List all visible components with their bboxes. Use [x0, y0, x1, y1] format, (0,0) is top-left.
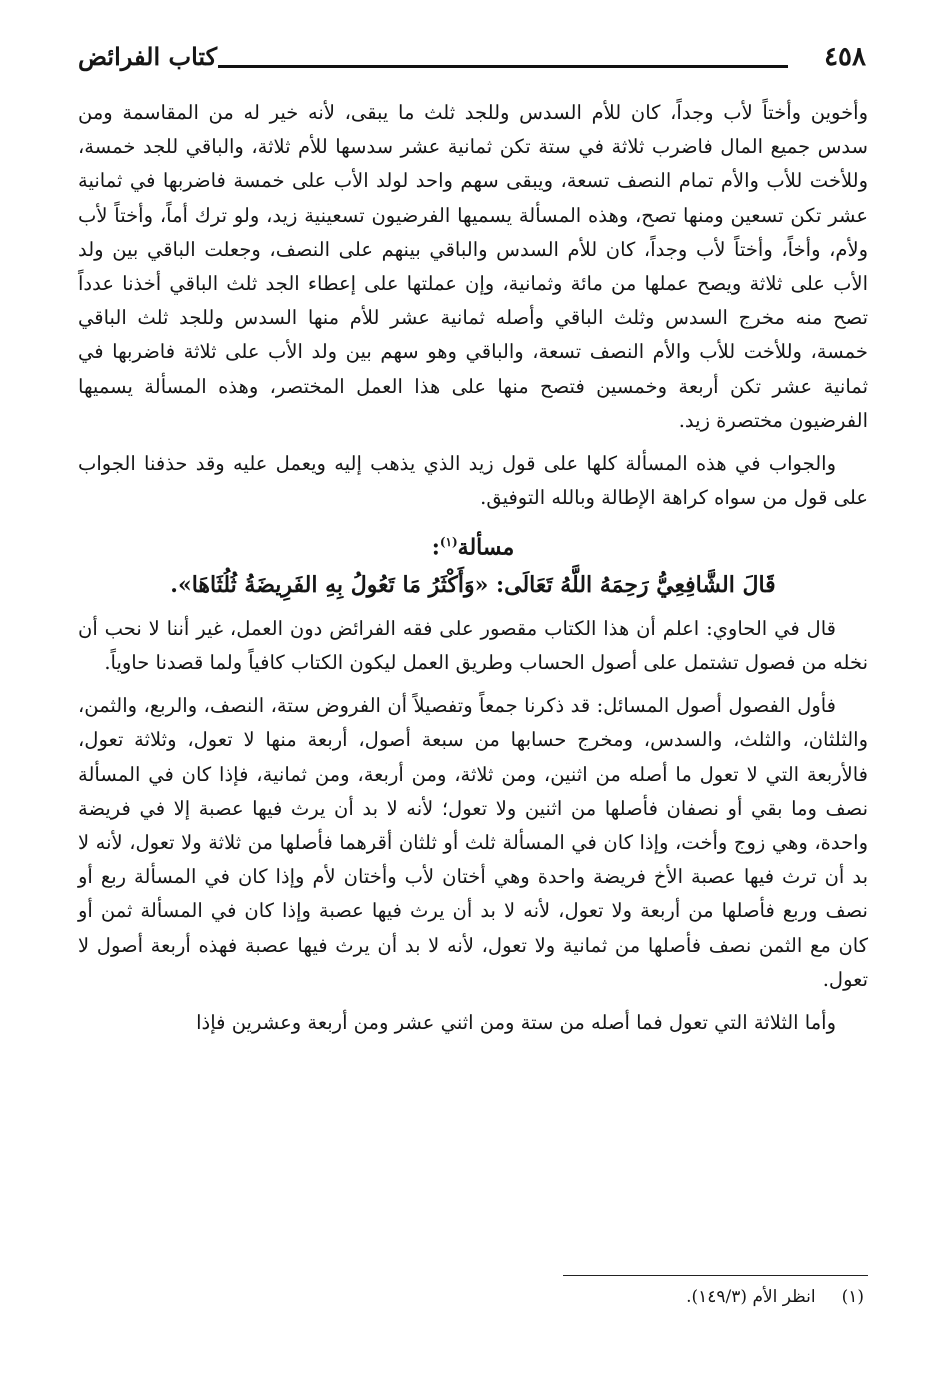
paragraph: قال في الحاوي: اعلم أن هذا الكتاب مقصور على فقه الفرائض دون العمل، غير أننا لا نحب أن نخله من فصول تشتمل على أصول الحساب وطريق العمل ليكون الكتاب كافياً ولما قصدنا حاوياً. — [78, 616, 868, 674]
footnote-marker: (١) — [439, 535, 458, 550]
section-heading — [78, 524, 868, 565]
paragraph: فأول الفصول أصول المسائل: قد ذكرنا جمعاً وتفصيلاً أن الفروض ستة، النصف، والربع، والثمن، والثلثان، والثلث، والسدس، ومخرج حسابها من سبعة أصول، أربعة منها لا تعول، وثلاثة تعول، فالأربعة التي لا تعول ما أصله من اثنين، ومن ثلاثة، ومن أربعة، ومن ثمانية، فإذا كان في المسألة نصف وما بقي أو نصفان فأصلها من اثنين ولا تعول؛ لأنه لا بد أن يرث فيها عصبة إلا في فريضة واحدة، وهي زوج وأخت، وإذا كان في المسألة ثلث أو ثلثان أقرهما فأصلها من ثلاثة ولا تعول، لأنه لا بد أن ترث فيها عصبة الأخ فريضة واحدة وهي أختان لأب وأختان لأم وإذا كان في المسألة ربع أو نصف وربع فأصلها من أربعة ولا تعول، لأنه لا بد أن يرث فيها عصبة وإذا كان في المسألة ثمن أو كان مع الثمن نصف فأصلها من ثمانية ولا تعول، لأنه لا بد أن يرث فيها عصبة فهذه أربعة أصول لا تعول. — [78, 694, 868, 991]
paragraph: والجواب في هذه المسألة كلها على قول زيد الذي يذهب إليه ويعمل عليه وقد حذفنا الجواب على قول من سواه كراهة الإطالة وبالله التوفيق. — [78, 452, 868, 510]
header-rule — [218, 65, 788, 68]
footnote-text: انظر الأم (١٤٩/٣). — [686, 1287, 816, 1307]
main-text — [78, 96, 868, 1049]
page-number: ٤٥٨ — [824, 42, 866, 72]
footnote-rule — [563, 1275, 868, 1276]
paragraph: وأما الثلاثة التي تعول فما أصله من ستة ومن اثني عشر ومن أربعة وعشرين فإذا — [196, 1011, 836, 1034]
shafii-quote: قَالَ الشَّافِعِيُّ رَحِمَهُ اللَّهُ تَعَالَى: «وَأَكْثَرُ مَا تَعُولُ بِهِ الفَرِيضَةُ ثُلُثَاهَا». — [170, 571, 776, 598]
section-heading-text: مسألة — [457, 534, 515, 561]
footnote-number: (١) — [841, 1287, 864, 1307]
page-header — [78, 40, 866, 86]
footnote — [686, 1284, 864, 1310]
paragraph-continued: وأخوين وأختاً لأب وجداً، كان للأم السدس وللجد ثلث ما يبقى، لأنه خير له من المقاسمة ومن سدس جميع المال فاضرب ثلاثة في ستة تكن ثمانية عشر سدسها للأم ثلاثة، والباقي للجد خمسة، وللأخت للأب والأم تمام النصف تسعة، ويبقى سهم واحد لولد الأب على خمسة فاضربها في ثمانية عشر تكن تسعين ومنها تصح، وهذه المسألة يسميها الفرضيون تسعينية زيد، ولو ترك أماً، وأختاً لأب ولأم، وأخاً، وأختاً لأب وجداً، كان للأم السدس والباقي بينهم على النصف، وجعلت الباقي بين ولد الأب على ثلاثة ويصح عملها من مائة وثمانية، وإن عملتها على إعطاء الجد ثلث الباقي أخذنا عدداً تصح منه مخرج السدس وثلث الباقي وأصله ثمانية عشر للأم منها السدس وللجد ثلث الباقي خمسة، وللأخت للأب والأم النصف تسعة، والباقي وهو سهم بين ولد الأب على ثلاثة فاضربها في ثمانية عشر تكن أربعة وخمسين فتصح منها على هذا العمل المختصر، وهذه المسألة يسميها الفرضيون مختصرة زيد. — [78, 101, 868, 432]
heading-colon: : — [431, 534, 440, 561]
running-title: كتاب الفرائض — [78, 42, 218, 71]
